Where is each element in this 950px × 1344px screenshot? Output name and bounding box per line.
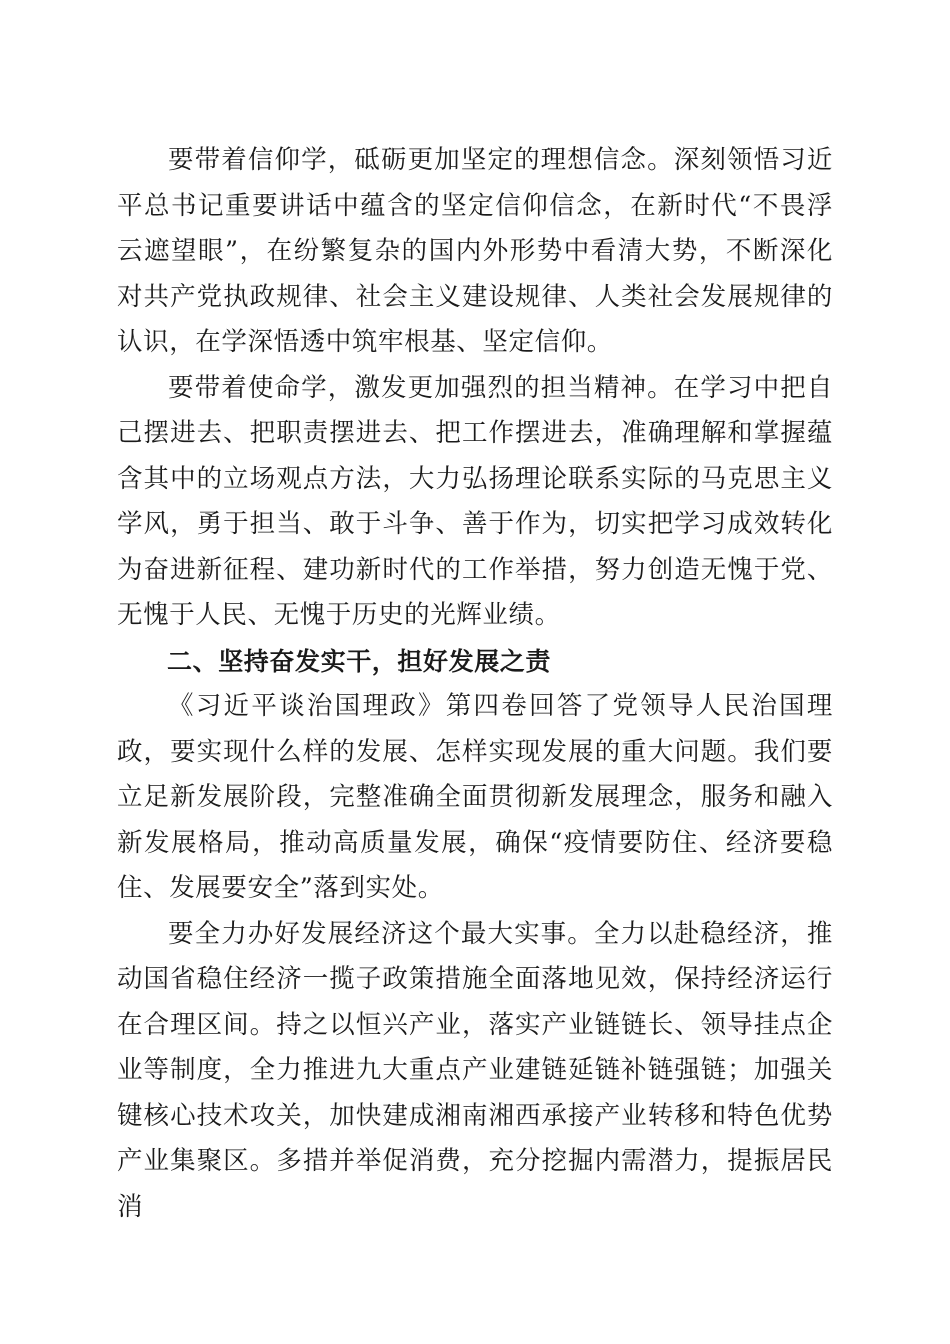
section-heading-two: 二、坚持奋发实干，担好发展之责 [167,646,552,676]
paragraph-economy-tasks: 要全力办好发展经济这个最大实事。全力以赴稳经济，推动国省稳住经济一揽子政策措施全面落地见效，保持经济运行在合理区间。持之以恒兴产业，落实产业链链长、领导挂点企业等制度，全力推进九大重点产业建链延链补链强链；加强关键核心技术攻关，加快建成湘南湘西承接产业转移和特色优势产业集聚区。多措并举促消费，充分挖掘内需潜力，提振居民消 [117,918,833,1222]
paragraph-mission-study: 要带着使命学，激发更加强烈的担当精神。在学习中把自己摆进去、把职责摆进去、把工作摆进去，准确理解和掌握蕴含其中的立场观点方法，大力弘扬理论联系实际的马克思主义学风，勇于担当、敢于斗争、善于作为，切实把学习成效转化为奋进新征程、建功新时代的工作举措，努力创造无愧于党、无愧于人民、无愧于历史的光辉业绩。 [117,372,833,630]
paragraph-development-question: 《习近平谈治国理政》第四卷回答了党领导人民治国理政，要实现什么样的发展、怎样实现发展的重大问题。我们要立足新发展阶段，完整准确全面贯彻新发展理念，服务和融入新发展格局，推动高质量发展，确保“疫情要防住、经济要稳住、发展要安全”落到实处。 [117,691,833,903]
paragraph-faith-study: 要带着信仰学，砥砺更加坚定的理想信念。深刻领悟习近平总书记重要讲话中蕴含的坚定信仰信念，在新时代“不畏浮云遮望眼”，在纷繁复杂的国内外形势中看清大势，不断深化对共产党执政规律、社会主义建设规律、人类社会发展规律的认识，在学深悟透中筑牢根基、坚定信仰。 [117,145,833,357]
document-body [117,138,833,1230]
